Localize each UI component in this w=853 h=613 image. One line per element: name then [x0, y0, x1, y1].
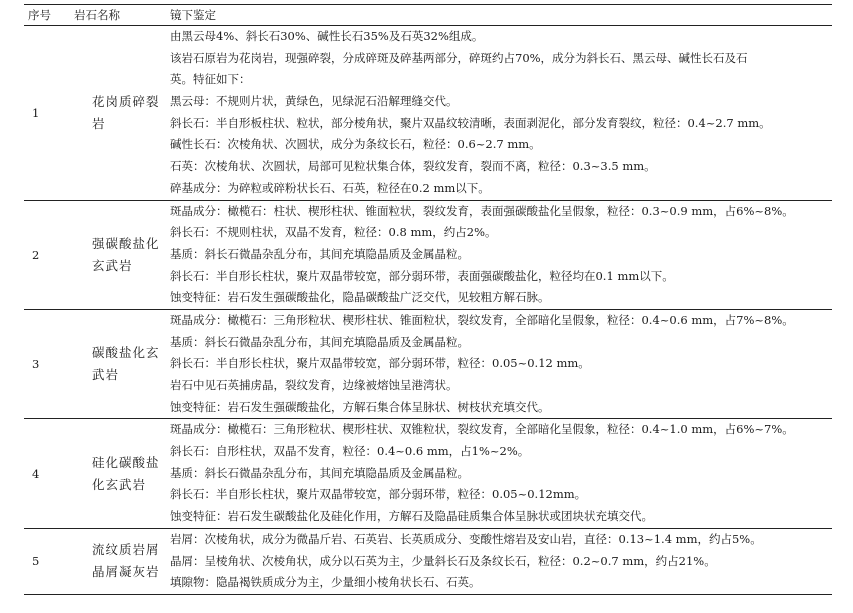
table-row	[24, 309, 832, 418]
identification-line: 填隙物：隐晶褐铁质成分为主，少量细小棱角状长石、石英。	[170, 575, 481, 590]
rock-name: 强碳酸盐化玄武岩	[70, 200, 166, 309]
identification-line: 岩石中见石英捕虏晶，裂纹发育，边缘被熔蚀呈港湾状。	[170, 378, 458, 392]
identification-line: 黑云母：不规则片状，黄绿色，见绿泥石沿解理缝交代。	[170, 94, 458, 109]
identification-line: 蚀变特征：岩石发生强碳酸盐化，方解石集合体呈脉状、树枝状充填交代。	[170, 399, 550, 414]
row-number: 3	[24, 309, 70, 418]
identification-line: 由黑云母4%、斜长石30%、碱性长石35%及石英32%组成。	[170, 29, 484, 43]
identification-line: 岩屑：次棱角状，成分为微晶斤岩、石英岩、长英质成分、变酸性熔岩及安山岩，直径：0.13~1.4 mm，约占5%。	[170, 531, 762, 546]
rock-name: 流纹质岩屑晶屑凝灰岩	[70, 528, 166, 594]
identification-line: 该岩石原岩为花岗岩，现强碎裂，分成碎斑及碎基两部分，碎斑约占70%，成分为斜长石、黑云母、碱性长石及石	[170, 50, 748, 65]
identification-line: 碱性长石：次棱角状、次圆状，成分为条纹长石，粒径：0.6~2.7 mm。	[170, 137, 541, 152]
header-microscope-identification: 镜下鉴定	[166, 5, 832, 26]
table-row	[24, 419, 832, 528]
identification-line: 蚀变特征：岩石发生强碳酸盐化，隐晶碳酸盐广泛交代，见较粗方解石脉。	[170, 290, 550, 305]
identification-line: 石英：次棱角状、次圆状，局部可见粒状集合体，裂纹发育，裂而不离，粒径：0.3~3.5 mm。	[170, 159, 656, 174]
identification-line: 斑晶成分：橄榄石：三角形粒状、楔形柱状、锥面粒状，裂纹发育，全部暗化呈假象，粒径：0.4~0.6 mm，占7%~8%。	[170, 312, 794, 327]
identification-cell	[166, 528, 832, 594]
identification-line: 基质：斜长石微晶杂乱分布，其间充填隐晶质及金属晶粒。	[170, 465, 469, 480]
identification-cell	[166, 200, 832, 309]
header-rock-name: 岩石名称	[70, 5, 166, 26]
identification-cell	[166, 309, 832, 418]
identification-line: 晶屑：呈棱角状、次棱角状，成分以石英为主，少量斜长石及条纹长石，粒径：0.2~0.7 mm，约占21%。	[170, 553, 716, 568]
identification-line: 斜长石：半自形板柱状、粒状，部分棱角状，聚片双晶纹较清晰，表面剥泥化，部分发育裂纹，粒径：0.4~2.7 mm。	[170, 115, 771, 130]
table-header-row	[24, 5, 832, 26]
table-row	[24, 200, 832, 309]
rock-name: 花岗质碎裂岩	[70, 26, 166, 201]
header-no: 序号	[24, 5, 70, 26]
identification-line: 斑晶成分：橄榄石：三角形粒状、楔形柱状、双锥粒状，裂纹发育，全部暗化呈假象，粒径：0.4~1.0 mm，占6%~7%。	[170, 422, 794, 437]
identification-line: 斜长石：半自形长柱状，聚片双晶带较宽，部分弱环带，粒径：0.05~0.12mm。	[170, 487, 587, 502]
identification-line: 碎基成分：为碎粒或碎粉状长石、石英，粒径在0.2 mm以下。	[170, 180, 490, 195]
identification-cell	[166, 26, 832, 201]
row-number: 4	[24, 419, 70, 528]
row-number: 5	[24, 528, 70, 594]
rock-identification-table	[24, 4, 832, 595]
table-row	[24, 528, 832, 594]
identification-line: 斑晶成分：橄榄石：柱状、楔形柱状、锥面粒状，裂纹发育，表面强碳酸盐化呈假象，粒径：0.3~0.9 mm，占6%~8%。	[170, 203, 794, 218]
rock-name: 硅化碳酸盐化玄武岩	[70, 419, 166, 528]
identification-line: 斜长石：半自形长柱状，聚片双晶带较宽，部分弱环带，粒径：0.05~0.12 mm。	[170, 356, 590, 371]
row-number: 2	[24, 200, 70, 309]
identification-line: 斜长石：不规则柱状，双晶不发育，粒径：0.8 mm，约占2%。	[170, 225, 497, 240]
rock-name: 碳酸盐化玄武岩	[70, 309, 166, 418]
identification-line: 基质：斜长石微晶杂乱分布，其间充填隐晶质及金属晶粒。	[170, 334, 469, 349]
identification-cell	[166, 419, 832, 528]
identification-line: 斜长石：自形柱状，双晶不发育，粒径：0.4~0.6 mm，占1%~2%。	[170, 444, 530, 459]
identification-line: 基质：斜长石微晶杂乱分布，其间充填隐晶质及金属晶粒。	[170, 246, 469, 261]
identification-line: 英。特征如下：	[170, 72, 251, 87]
row-number: 1	[24, 26, 70, 201]
identification-line: 斜长石：半自形长柱状，聚片双晶带较宽，部分弱环带，表面强碳酸盐化，粒径均在0.1 mm以下。	[170, 268, 674, 283]
identification-line: 蚀变特征：岩石发生碳酸盐化及硅化作用，方解石及隐晶硅质集合体呈脉状或团块状充填交代。	[170, 509, 653, 524]
table-row	[24, 26, 832, 201]
